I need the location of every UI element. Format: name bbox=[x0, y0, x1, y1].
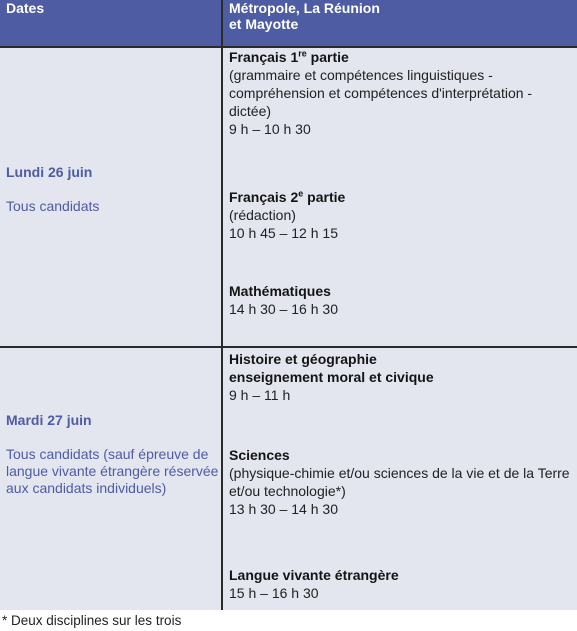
exam-sciences bbox=[229, 446, 575, 518]
date-cell-mardi bbox=[0, 348, 223, 610]
exam-title: Langue vivante étrangère bbox=[229, 567, 399, 583]
header-dates-label: Dates bbox=[6, 0, 45, 16]
exam-time: 9 h – 10 h 30 bbox=[229, 121, 311, 137]
date-candidates: Tous candidats (sauf épreuve de langue vivante étrangère réservée aux candidats individuels) bbox=[6, 446, 219, 496]
date-title: Lundi 26 juin bbox=[6, 164, 93, 180]
header-region-label bbox=[229, 0, 569, 32]
date-cell-lundi bbox=[0, 48, 223, 346]
date-title: Mardi 27 juin bbox=[6, 412, 92, 428]
header-region-cell bbox=[223, 0, 577, 46]
date-block-mardi bbox=[6, 412, 221, 497]
exam-langue-vivante bbox=[229, 566, 575, 602]
exam-title-line2: enseignement moral et civique bbox=[229, 369, 434, 385]
exam-time: 13 h 30 – 14 h 30 bbox=[229, 501, 338, 517]
header-region-line2: et Mayotte bbox=[229, 16, 299, 32]
exam-description: (physique-chimie et/ou sciences de la vie et de la Terre et/ou technologie*) bbox=[229, 465, 570, 499]
date-block-lundi bbox=[6, 164, 216, 215]
exam-francais-2 bbox=[229, 188, 575, 242]
exams-cell-mardi bbox=[223, 348, 577, 610]
exam-time: 10 h 45 – 12 h 15 bbox=[229, 225, 338, 241]
exam-description: (rédaction) bbox=[229, 207, 296, 223]
header-region-line1: Métropole, La Réunion bbox=[229, 0, 380, 16]
exam-mathematiques bbox=[229, 282, 575, 318]
exam-francais-1 bbox=[229, 48, 575, 138]
table-row-lundi bbox=[0, 48, 577, 348]
exam-histoire-geographie bbox=[229, 350, 575, 404]
exam-description: (grammaire et compétences linguistiques - compréhension et compétences d'interprétation - dictée) bbox=[229, 67, 533, 119]
footnote-text: * Deux disciplines sur les trois bbox=[2, 613, 182, 628]
table-row-mardi bbox=[0, 348, 577, 610]
footnote bbox=[0, 612, 577, 631]
exam-time: 14 h 30 – 16 h 30 bbox=[229, 301, 338, 317]
exam-title: Mathématiques bbox=[229, 283, 331, 299]
exam-title: Sciences bbox=[229, 447, 290, 463]
table-header bbox=[0, 0, 577, 48]
exam-title: Français 1re partie bbox=[229, 48, 349, 65]
exam-title: Français 2e partie bbox=[229, 188, 346, 205]
exam-time: 9 h – 11 h bbox=[229, 387, 291, 403]
exam-time: 15 h – 16 h 30 bbox=[229, 585, 319, 601]
date-candidates: Tous candidats bbox=[6, 198, 100, 214]
exam-title: Histoire et géographie bbox=[229, 351, 377, 367]
exams-cell-lundi bbox=[223, 48, 577, 346]
header-dates-cell bbox=[0, 0, 223, 46]
